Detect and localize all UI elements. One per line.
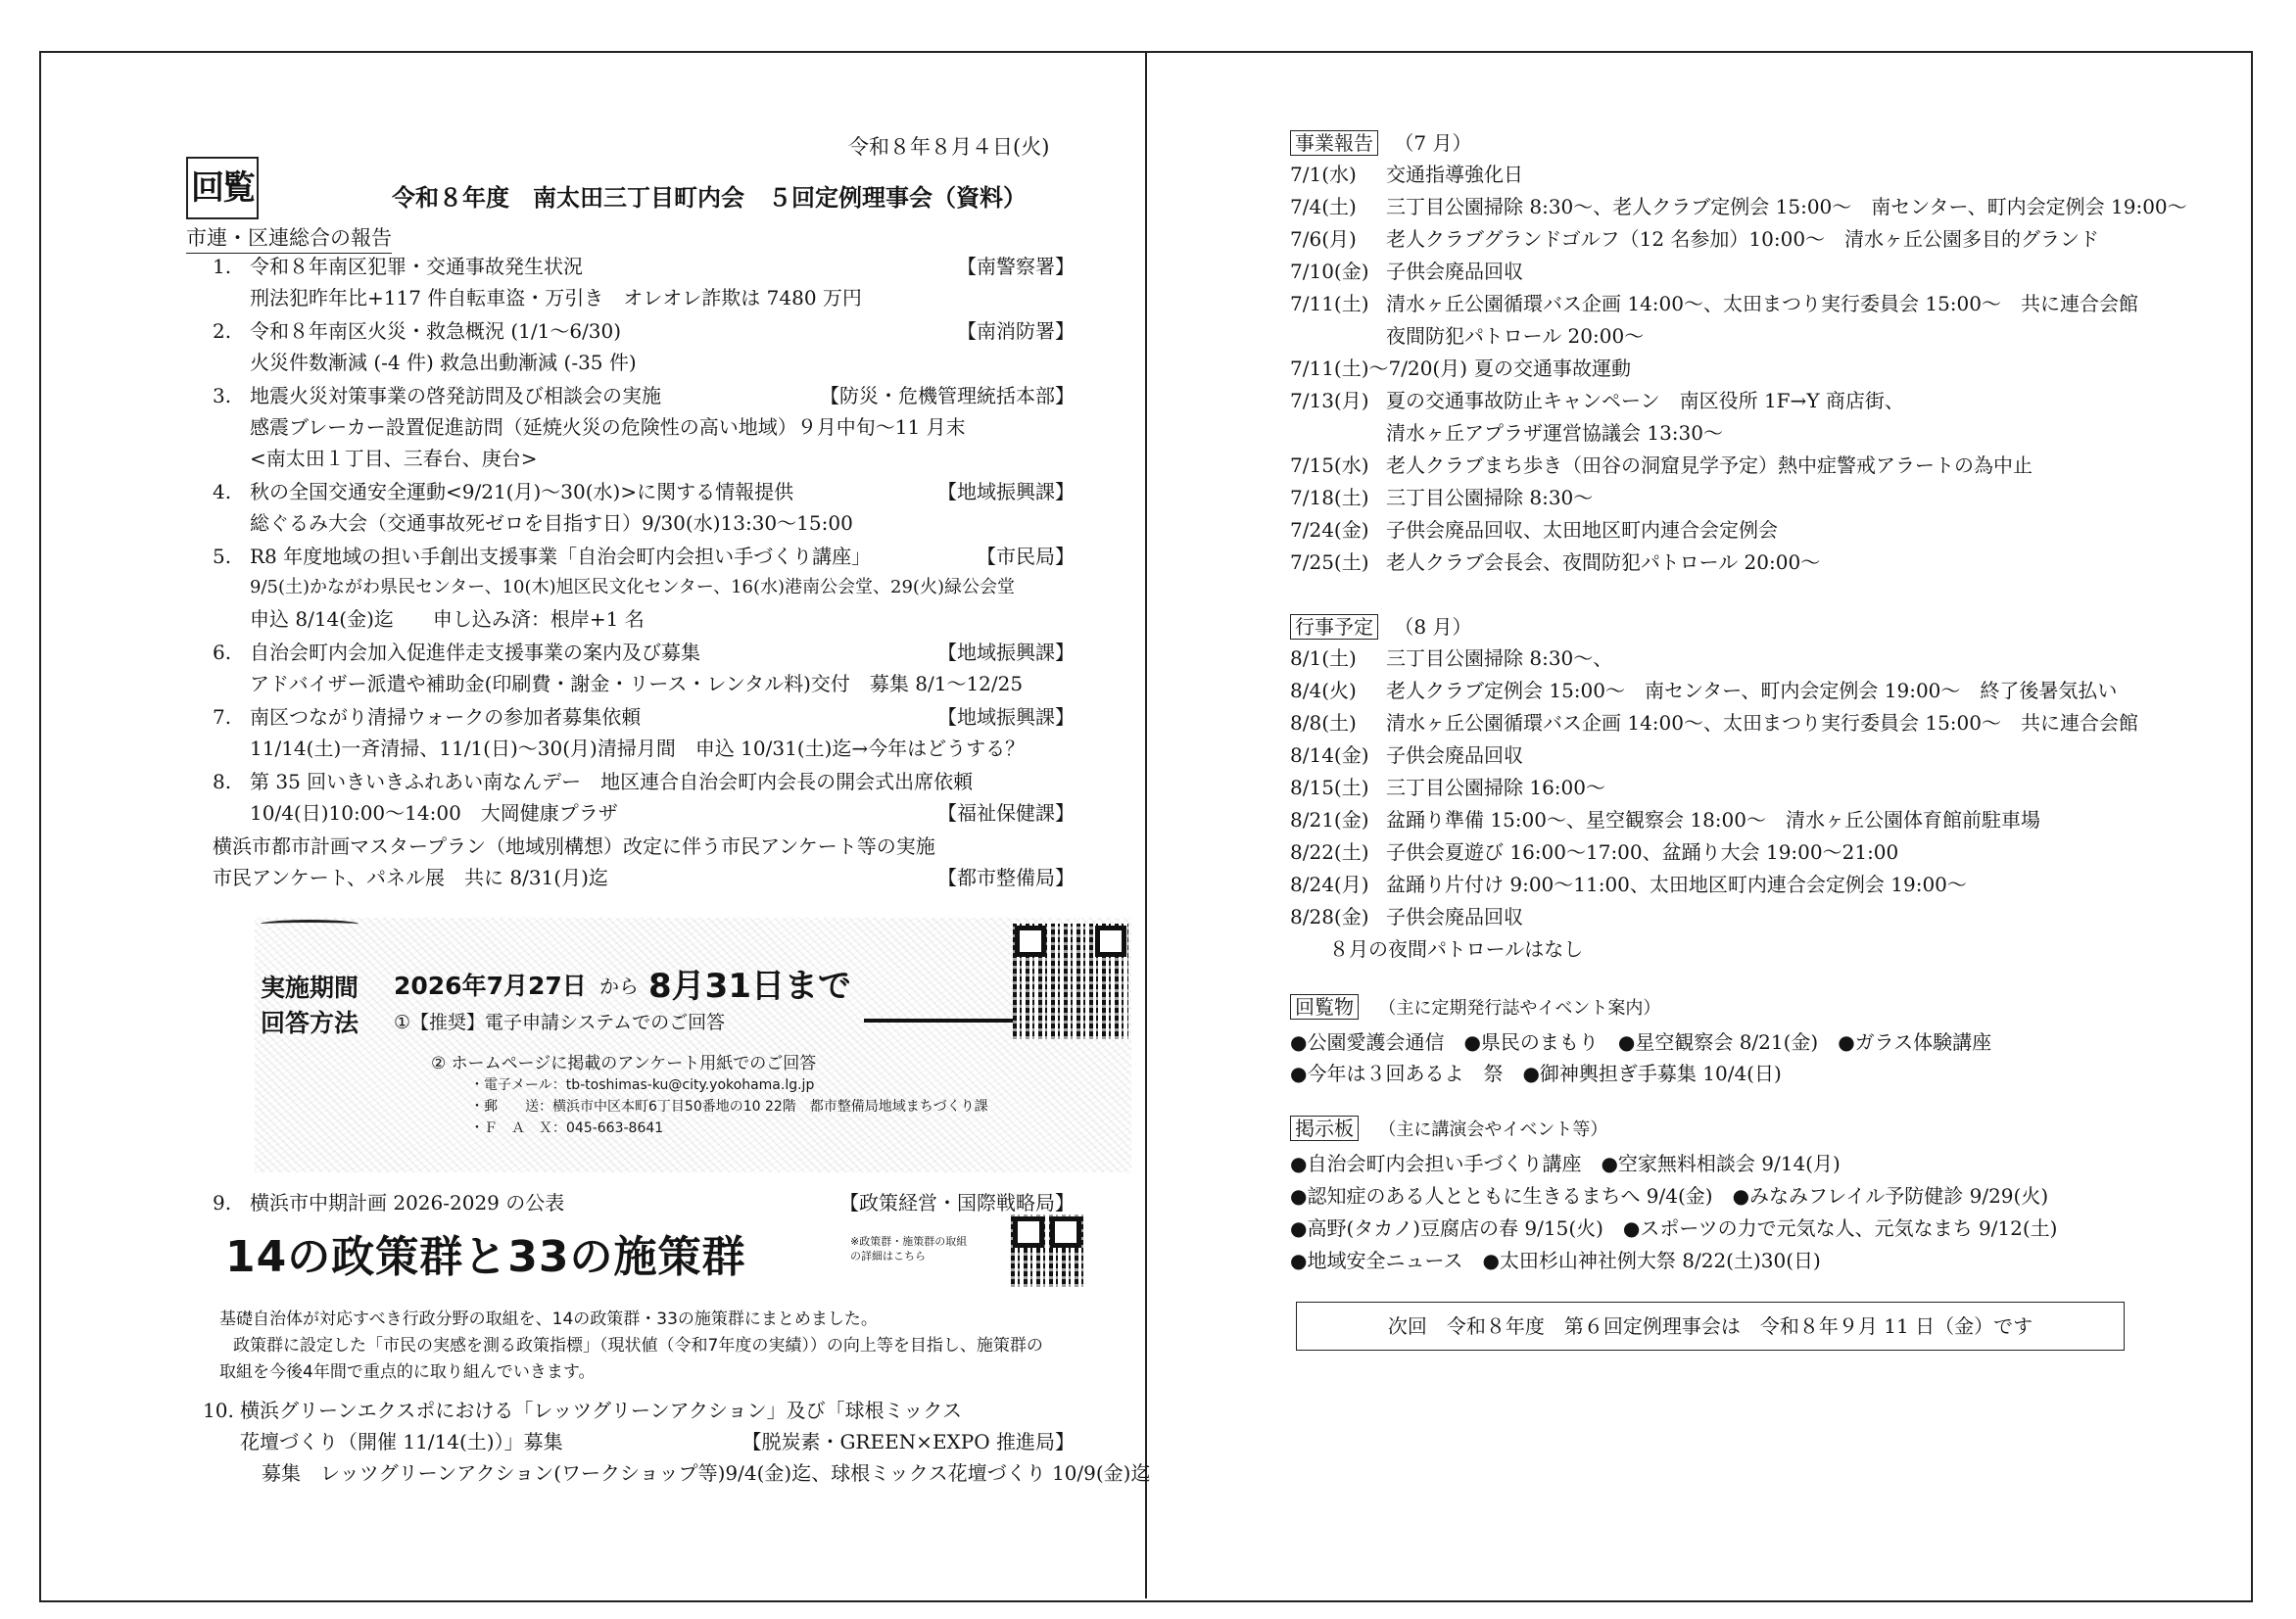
report-item (213, 317, 1075, 349)
list-item (1290, 193, 2296, 224)
report-detail: 総ぐるみ大会（交通事故死ゼロを目指す日）9/30(水)13:30～15:00 (250, 511, 853, 535)
schedule-note: ８月の夜間パトロールはなし (1329, 937, 1584, 961)
schedule-date: 8/24(月) (1290, 873, 1369, 896)
schedule-date: 8/4(火) (1290, 679, 1357, 702)
schedule-date: 8/28(金) (1290, 905, 1369, 929)
bulletin-line: ●認知症のある人とともに生きるまちへ 9/4(金) ●みなみフレイル予防健診 9/29(火) (1290, 1184, 2049, 1208)
schedule-date: 7/11(土)～7/20(月) (1290, 357, 1468, 380)
report-department: 【都市整備局】 (937, 866, 1075, 889)
document-title: 令和８年度 南太田三丁目町内会 ５回定例理事会（資料） (392, 183, 1027, 212)
schedule-text: 三丁目公園掃除 8:30～ (1386, 486, 1594, 509)
schedule-text: 清水ヶ丘アプラザ運営協議会 13:30～ (1386, 421, 1723, 445)
event-schedule-label: 行事予定 (1290, 614, 1378, 640)
circulation-line: ●公園愛護会通信 ●県民のまもり ●星空観察会 8/21(金) ●ガラス体験講座 (1290, 1030, 1992, 1054)
list-item (1290, 419, 2296, 451)
report-detail: 申込 8/14(金)迄 申し込み済：根岸+1 名 (250, 607, 645, 631)
list-item (1290, 516, 2296, 548)
underline-stroke (261, 920, 359, 929)
bulletin-desc: （主に講演会やイベント等） (1378, 1119, 1608, 1140)
report-title: 地震火災対策事業の啓発訪問及び相談会の実施 (250, 384, 661, 407)
report-department: 【防災・危機管理統括本部】 (820, 384, 1075, 407)
report-department: 【南警察署】 (957, 255, 1075, 278)
section-heading: 市連・区連総合の報告 (186, 223, 392, 254)
list-item (1290, 774, 2296, 805)
report-detail: <南太田１丁目、三春台、庚台> (250, 447, 538, 470)
bulletin-line: ●地域安全ニュース ●太田杉山神社例大祭 8/22(土)30(日) (1290, 1249, 1821, 1272)
report-title: 自治会町内会加入促進伴走支援事業の案内及び募集 (250, 641, 700, 664)
masterplan-title: 横浜市都市計画マスタープラン（地域別構想）改定に伴う市民アンケート等の実施 (213, 834, 935, 858)
list-item (1290, 903, 2296, 934)
report-department: 【南消防署】 (957, 319, 1075, 343)
schedule-text: 三丁目公園掃除 8:30～、 (1386, 646, 1613, 670)
schedule-date: 7/15(水) (1290, 453, 1369, 477)
schedule-text: 清水ヶ丘公園循環バス企画 14:00～、太田まつり実行委員会 15:00～ 共に連合会館 (1386, 292, 2138, 315)
business-report-heading (1290, 129, 1471, 157)
event-schedule-month: （8 月） (1394, 615, 1472, 639)
circulation-desc: （主に定期発行誌やイベント案内） (1378, 998, 1661, 1019)
left-page (41, 51, 1151, 1598)
report-item (213, 382, 1075, 413)
report-title: 花壇づくり（開催 11/14(土)）」募集 (240, 1430, 563, 1453)
bulletin-line: ●高野(タカノ)豆腐店の春 9/15(火) ●スポーツの力で元気な人、元気なまち 9/12(土) (1290, 1216, 2058, 1240)
report-department: 【政策経営・国際戦略局】 (839, 1191, 1075, 1214)
contact-fax: ・Ｆ Ａ Ｘ：045-663-8641 (470, 1120, 664, 1136)
list-item (1290, 161, 2296, 192)
schedule-date: 7/18(土) (1290, 486, 1369, 509)
schedule-date: 8/14(金) (1290, 743, 1369, 767)
list-item (1290, 677, 2296, 708)
schedule-date: 8/8(土) (1290, 711, 1357, 735)
report-title: 秋の全国交通安全運動<9/21(月)～30(水)>に関する情報提供 (250, 480, 794, 503)
document-date: 令和８年８月４日(火) (848, 135, 1050, 159)
list-item (1290, 387, 2296, 418)
report-item (213, 1189, 1075, 1220)
report-number: 10. (203, 1399, 234, 1422)
report-department: 【脱炭素・GREEN×EXPO 推進局】 (741, 1430, 1075, 1453)
period-label: 実施期間 (261, 974, 359, 1002)
report-number: 6. (213, 641, 232, 664)
business-report-month: （7 月） (1394, 131, 1472, 155)
circulation-heading (1290, 993, 1660, 1023)
business-report-label: 事業報告 (1290, 130, 1378, 156)
report-number: 1. (213, 255, 232, 278)
report-number: 7. (213, 705, 232, 729)
schedule-text: 交通指導強化日 (1386, 163, 1523, 186)
report-detail: 11/14(土)一斉清掃、11/1(日)～30(月)清掃月間 申込 10/31(土)迄→今年はどうする？ (250, 737, 1026, 760)
schedule-text: 夏の交通事故防止キャンペーン 南区役所 1F→Y 商店街、 (1386, 389, 1904, 412)
schedule-text: 夜間防犯パトロール 20:00～ (1386, 324, 1645, 348)
report-item (203, 1397, 1151, 1504)
policy-body-line: 取組を今後4年間で重点的に取り組んでいきます。 (219, 1362, 596, 1382)
business-report-list (1290, 161, 2230, 592)
report-title: 南区つながり清掃ウォークの参加者募集依頼 (250, 705, 642, 729)
schedule-text: 老人クラブまち歩き（田谷の洞窟見学予定）熱中症警戒アラートの為中止 (1386, 453, 2033, 477)
schedule-text: 子供会夏遊び 16:00～17:00、盆踊り大会 19:00～21:00 (1386, 840, 1899, 864)
report-number: 3. (213, 384, 232, 407)
report-item (213, 703, 1075, 735)
list-item (1290, 838, 2296, 870)
policy-headline: 14の政策群と33の施策群 (225, 1232, 746, 1282)
list-item (1290, 290, 2296, 321)
bulletin-label: 掲示板 (1290, 1116, 1359, 1141)
schedule-text: 老人クラブ会長会、夜間防犯パトロール 20:00～ (1386, 550, 1821, 574)
report-detail: 9/5(土)かながわ県民センター、10(木)旭区民文化センター、16(水)港南公会堂、29(火)緑公会堂 (250, 577, 1015, 597)
report-detail: 火災件数漸減 (-4 件) 救急出動漸減 (-35 件) (250, 351, 637, 374)
report-number: 4. (213, 480, 232, 503)
list-item (1290, 355, 2296, 386)
report-department: 【福祉保健課】 (937, 801, 1075, 825)
report-number: 9. (213, 1191, 232, 1214)
circulation-label: 回覧物 (1290, 994, 1359, 1020)
schedule-date: 7/6(月) (1290, 227, 1357, 251)
schedule-date: 7/1(水) (1290, 163, 1357, 186)
report-title: 第 35 回いきいきふれあい南なんデー 地区連合自治会町内会長の開会式出席依頼 (250, 770, 974, 793)
masterplan-detail: 市民アンケート、パネル展 共に 8/31(月)迄 (213, 866, 608, 889)
report-title: 横浜グリーンエクスポにおける「レッツグリーンアクション」及び「球根ミックス (240, 1399, 962, 1422)
contact-email: ・電子メール：tb-toshimas-ku@city.yokohama.lg.jp (470, 1077, 815, 1093)
report-title: R8 年度地域の担い手創出支援事業「自治会町内会担い手づくり講座」 (250, 545, 872, 568)
schedule-date: 8/22(土) (1290, 840, 1369, 864)
event-schedule-list (1290, 644, 2230, 977)
report-number: 8. (213, 770, 232, 793)
list-item (1290, 935, 2296, 967)
report-title: 令和８年南区火災・救急概況 (1/1～6/30) (250, 319, 622, 343)
list-item (1290, 741, 2296, 773)
bulletin-line: ●自治会町内会担い手づくり講座 ●空家無料相談会 9/14(月) (1290, 1152, 1841, 1175)
list-item (1290, 644, 2296, 676)
list-item (1290, 258, 2296, 289)
list-item (1290, 484, 2296, 515)
report-department: 【地域振興課】 (937, 705, 1075, 729)
schedule-text: 老人クラブグランドゴルフ（12 名参加）10:00～ 清水ヶ丘公園多目的グランド (1386, 227, 2100, 251)
circulation-stamp: 回覧 (186, 157, 259, 219)
policy-body-line: 基礎自治体が対応すべき行政分野の取組を、14の政策群・33の施策群にまとめました。 (219, 1309, 878, 1329)
schedule-text: 盆踊り準備 15:00～、星空観察会 18:00～ 清水ヶ丘公園体育館前駐車場 (1386, 808, 2040, 832)
period-end: 8月31日まで (648, 967, 851, 1006)
schedule-text: 子供会廃品回収 (1386, 743, 1523, 767)
schedule-date: 7/10(金) (1290, 260, 1369, 283)
report-number: 2. (213, 319, 232, 343)
contact-post: ・郵 送：横浜市中区本町6丁目50番地の10 22階 都市整備局地域まちづくり課 (470, 1099, 988, 1115)
list-item (1290, 548, 2296, 580)
report-item (213, 478, 1075, 509)
list-item (1290, 806, 2296, 837)
period-from: から (599, 975, 639, 998)
reports-list (213, 253, 1075, 958)
report-department: 【地域振興課】 (937, 641, 1075, 664)
report-detail: 10/4(日)10:00～14:00 大岡健康プラザ (250, 801, 618, 825)
list-item (1290, 322, 2296, 354)
schedule-date: 7/24(金) (1290, 518, 1369, 542)
schedule-text: 三丁目公園掃除 16:00～ (1386, 776, 1605, 799)
schedule-text: 三丁目公園掃除 8:30～、老人クラブ定例会 15:00～ 南センター、町内会定例会 19:00～ (1386, 195, 2187, 218)
next-meeting-box: 次回 令和８年度 第６回定例理事会は 令和８年９月 11 日（金）です (1296, 1302, 2125, 1351)
right-page (1147, 51, 2249, 1598)
list-item (1290, 871, 2296, 902)
schedule-date: 7/13(月) (1290, 389, 1369, 412)
method-label: 回答方法 (261, 1009, 359, 1037)
schedule-date: 8/15(土) (1290, 776, 1369, 799)
arrow-line (864, 1019, 1030, 1023)
list-item (1290, 709, 2296, 740)
schedule-text: 子供会廃品回収 (1386, 260, 1523, 283)
report-detail: 感震ブレーカー設置促進訪問（延焼火災の危険性の高い地域）９月中旬～11 月末 (250, 415, 966, 439)
report-detail: 募集 レッツグリーンアクション(ワークショップ等)9/4(金)迄、球根ミックス花壇づくり 10/9(金)迄 (262, 1461, 1151, 1485)
schedule-text: 子供会廃品回収、太田地区町内連合会定例会 (1386, 518, 1778, 542)
bulletin-heading (1290, 1115, 1607, 1144)
report-department: 【市民局】 (977, 545, 1075, 568)
schedule-date: 7/25(土) (1290, 550, 1369, 574)
period-start: 2026年7月27日 (394, 972, 587, 1000)
survey-qr-code[interactable] (1013, 924, 1128, 1039)
report-number: 5. (213, 545, 232, 568)
schedule-date: 8/21(金) (1290, 808, 1369, 832)
policy-body-line: 政策群に設定した「市民の実感を測る政策指標」（現状値（令和7年度の実績））の向上等を目指し、施策群の (233, 1336, 1043, 1356)
report-title: 横浜市中期計画 2026-2029 の公表 (250, 1191, 565, 1214)
schedule-date: 7/11(土) (1290, 292, 1369, 315)
list-item (1290, 225, 2296, 257)
report-title: 令和８年南区犯罪・交通事故発生状況 (250, 255, 583, 278)
schedule-text: 清水ヶ丘公園循環バス企画 14:00～、太田まつり実行委員会 15:00～ 共に連合会館 (1386, 711, 2138, 735)
list-item (1290, 452, 2296, 483)
report-item (213, 253, 1075, 284)
method-primary: ①【推奨】電子申請システムでのご回答 (394, 1012, 726, 1033)
policy-qr-code[interactable] (1011, 1214, 1083, 1287)
report-department: 【地域振興課】 (937, 480, 1075, 503)
method-secondary: ② ホームページに掲載のアンケート用紙でのご回答 (431, 1054, 817, 1073)
policy-qr-note: ※政策群・施策群の取組の詳細はこちら (850, 1235, 968, 1262)
schedule-text: 夏の交通事故運動 (1474, 357, 1631, 380)
schedule-text: 老人クラブ定例会 15:00～ 南センター、町内会定例会 19:00～ 終了後暑気払い (1386, 679, 2118, 702)
event-schedule-heading (1290, 613, 1471, 641)
circulation-line: ●今年は３回あるよ 祭 ●御神輿担ぎ手募集 10/4(日) (1290, 1062, 1782, 1085)
report-detail: 刑法犯昨年比+117 件自転車盗・万引き オレオレ詐欺は 7480 万円 (250, 286, 862, 310)
survey-flyer (255, 918, 1131, 1172)
report-item (213, 543, 1075, 574)
report-detail: アドバイザー派遣や補助金(印刷費・謝金・リース・レンタル料)交付 募集 8/1～12/25 (250, 672, 1024, 695)
schedule-date: 8/1(土) (1290, 646, 1357, 670)
schedule-text: 盆踊り片付け 9:00～11:00、太田地区町内連合会定例会 19:00～ (1386, 873, 1967, 896)
schedule-text: 子供会廃品回収 (1386, 905, 1523, 929)
report-item (213, 768, 1075, 799)
schedule-date: 7/4(土) (1290, 195, 1357, 218)
report-item (213, 639, 1075, 670)
